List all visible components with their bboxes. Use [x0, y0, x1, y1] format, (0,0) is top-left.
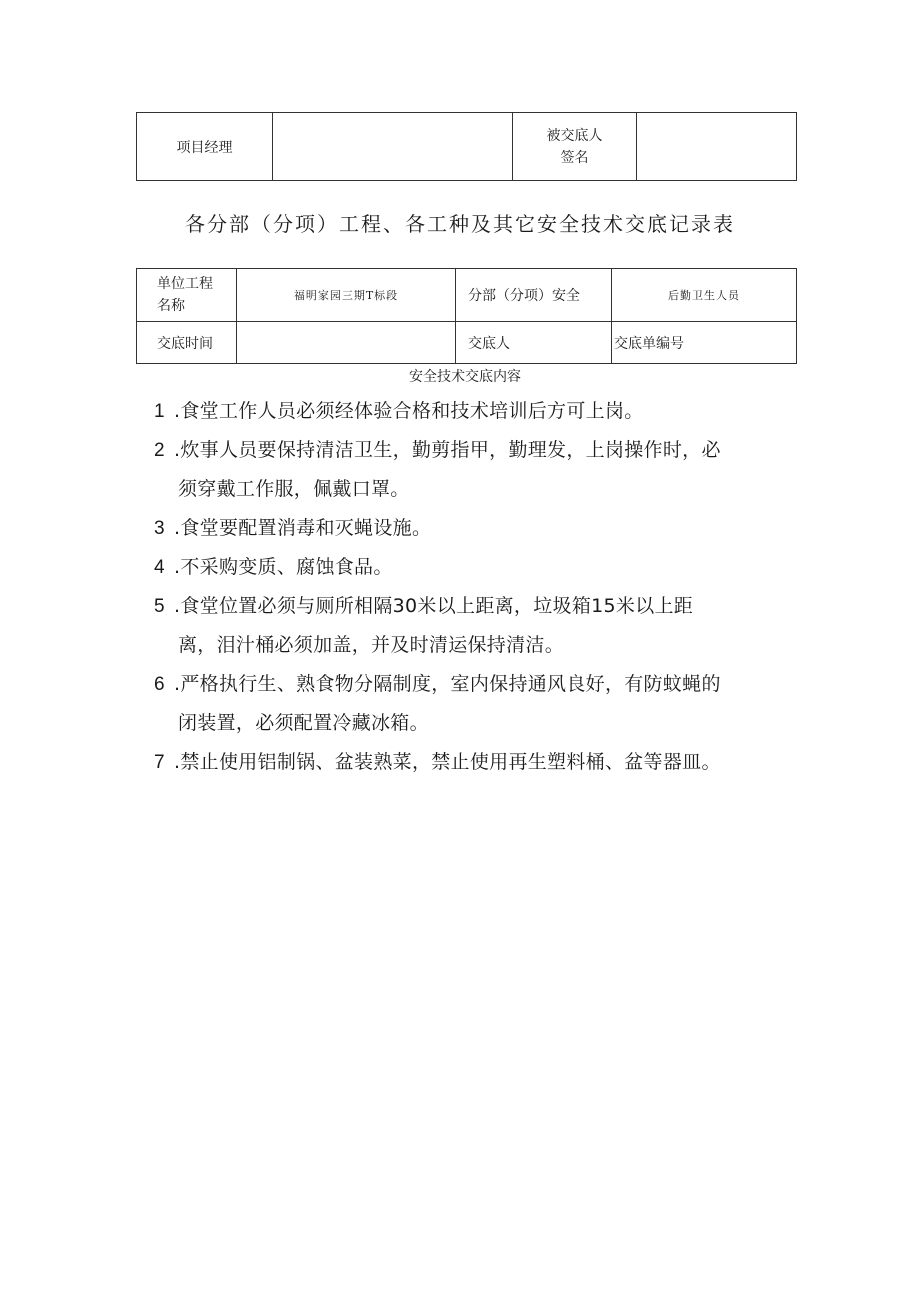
item-text-continued: 离，泪汁桶必须加盖，并及时清运保持清洁。 [178, 634, 565, 656]
item-text-continued: 闭装置，必须配置冷藏冰箱。 [178, 712, 429, 734]
time-value[interactable] [237, 322, 456, 364]
item-number: 5 [154, 596, 165, 617]
recipient-label-line1: 被交底人 [546, 127, 603, 144]
item-text: .严格执行生、熟食物分隔制度，室内保持通风良好，有防蚊蝇的 [174, 673, 721, 695]
doc-number-label: 交底单编号 [612, 322, 797, 364]
division-value: 后勤卫生人员 [612, 269, 797, 322]
item-number: 4 [154, 557, 165, 578]
item-number: 2 [154, 440, 165, 461]
list-item [154, 392, 834, 431]
unit-label-line1: 单位工程 [157, 276, 213, 292]
item-text: .禁止使用铝制锅、盆装熟菜，禁止使用再生塑料桶、盆等器皿。 [174, 751, 721, 773]
info-table [136, 268, 797, 364]
item-number: 1 [154, 401, 165, 422]
item-number: 7 [154, 752, 165, 773]
list-item [154, 548, 834, 587]
recipient-label-line2: 签名 [560, 149, 589, 166]
item-text: .食堂工作人员必须经体验合格和技术培训后方可上岗。 [174, 400, 644, 422]
content-list [154, 392, 834, 782]
item-number: 6 [154, 674, 165, 695]
section-heading: 安全技术交底内容 [409, 369, 521, 385]
unit-label-line2: 名称 [157, 298, 185, 314]
list-item [154, 587, 834, 665]
item-text: .食堂要配置消毒和灭蝇设施。 [174, 517, 432, 539]
list-item [154, 665, 834, 743]
project-manager-label: 项目经理 [137, 113, 273, 181]
list-item [154, 743, 834, 782]
briefer-label: 交底人 [456, 322, 612, 364]
list-item [154, 431, 834, 509]
project-manager-field[interactable] [273, 113, 513, 181]
item-text-continued: 须穿戴工作服，佩戴口罩。 [178, 478, 410, 500]
signature-table [136, 112, 797, 181]
unit-name-label [137, 269, 237, 322]
item-text: .食堂位置必须与厕所相隔30米以上距离，垃圾箱15米以上距 [174, 595, 694, 617]
form-title: 各分部（分项）工程、各工种及其它安全技术交底记录表 [185, 212, 735, 236]
item-number: 3 [154, 518, 165, 539]
division-label: 分部（分项）安全 [456, 269, 612, 322]
unit-name-value: 福明家园三期T标段 [237, 269, 456, 322]
time-label: 交底时间 [137, 322, 237, 364]
recipient-signature-field[interactable] [637, 113, 797, 181]
list-item [154, 509, 834, 548]
item-text: .不采购变质、腐蚀食品。 [174, 556, 393, 578]
item-text: .炊事人员要保持清洁卫生，勤剪指甲，勤理发，上岗操作时，必 [174, 439, 721, 461]
recipient-signature-label [513, 113, 637, 181]
